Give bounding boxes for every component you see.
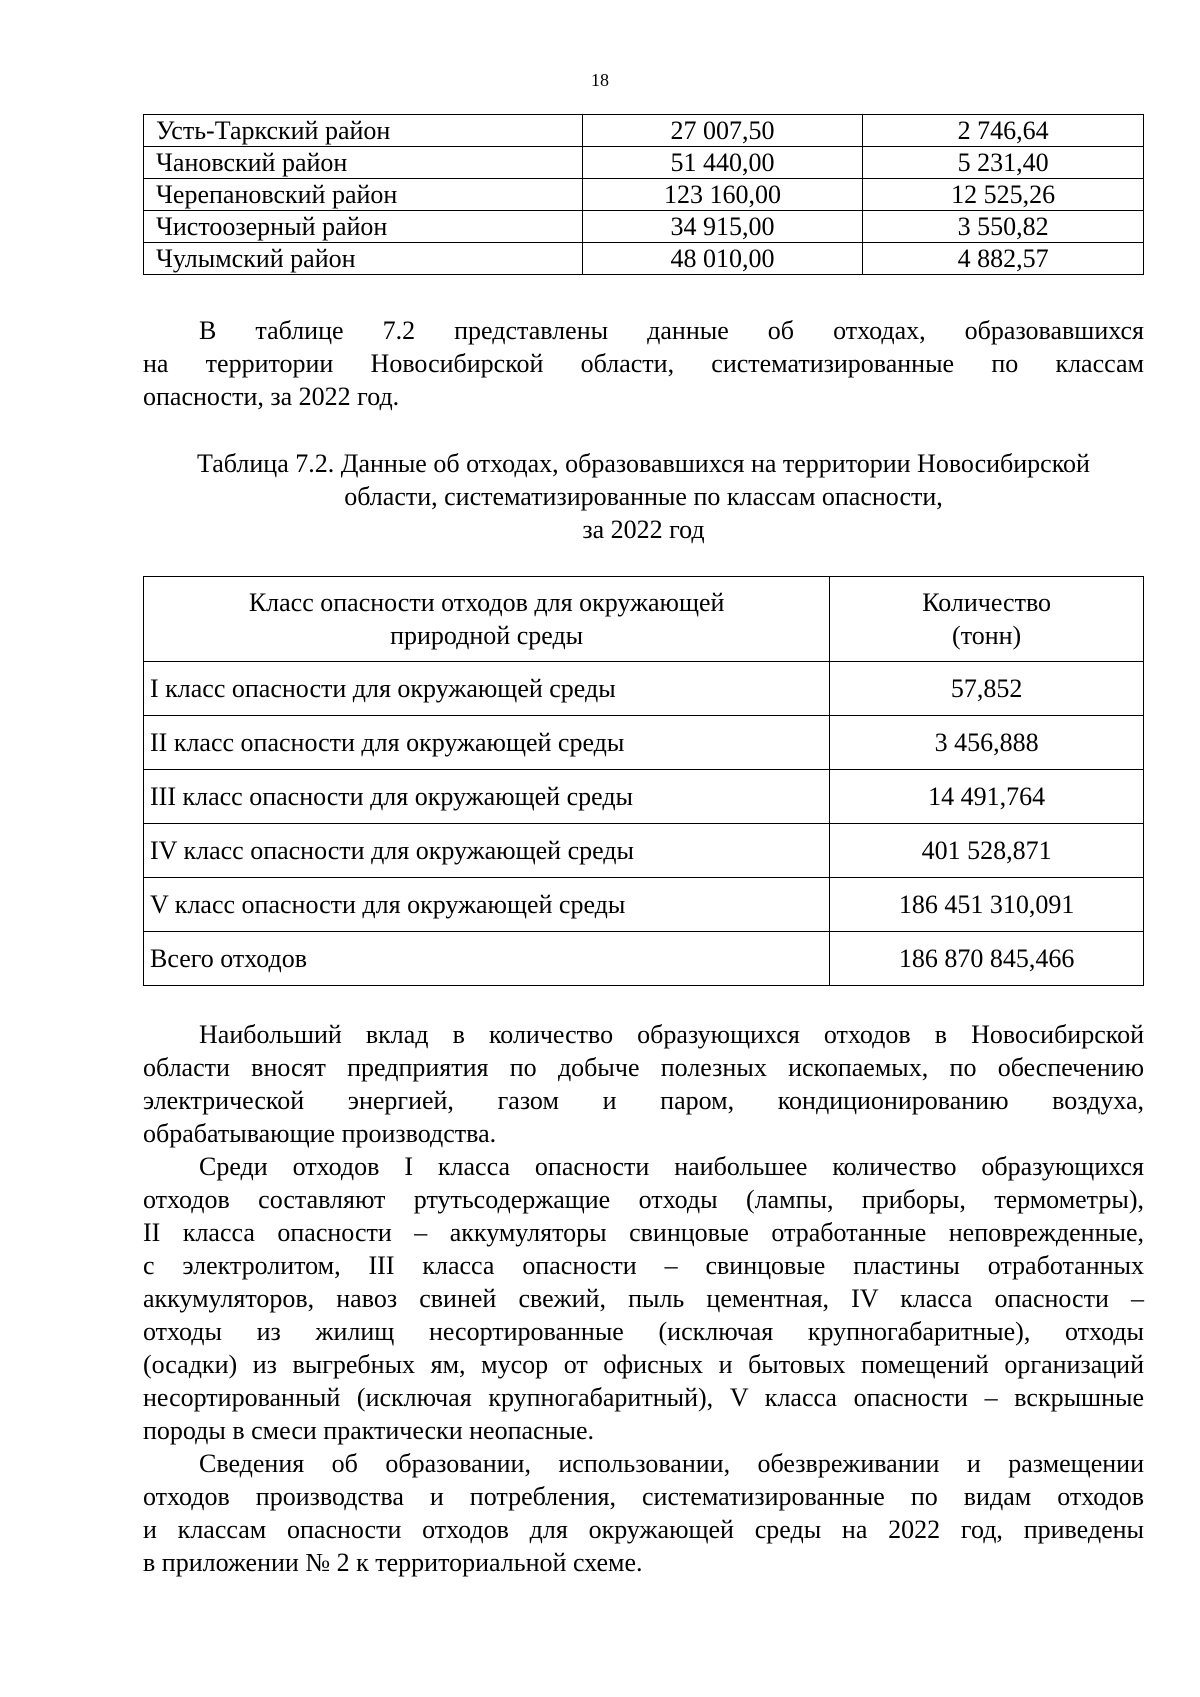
paragraph-line: (осадки) из выгребных ям, мусор от офисных и бытовых помещений организаций	[143, 1350, 1144, 1379]
paragraph-line: несортированный (исключая крупногабаритный), V класса опасности – вскрышные	[143, 1383, 1144, 1412]
paragraph-line: опасности, за 2022 год.	[143, 382, 400, 411]
paragraph-line: обрабатывающие производства.	[143, 1119, 497, 1148]
table-row	[144, 770, 1144, 824]
paragraph-line: Сведения об образовании, использовании, обезвреживании и размещении	[199, 1449, 1144, 1478]
hazard-class-table	[143, 576, 1144, 986]
paragraph-line: и классам опасности отходов для окружающей среды на 2022 год, приведены	[143, 1515, 1144, 1544]
paragraph-line: В таблице 7.2 представлены данные об отходах, образовавшихся	[199, 316, 1144, 345]
table-row	[144, 115, 1144, 147]
district-value-1: 123 160,00	[582, 179, 863, 211]
paragraph-line: отходы из жилищ несортированные (исключая крупногабаритные), отходы	[143, 1317, 1144, 1346]
paragraph-line: на территории Новосибирской области, систематизированные по классам	[143, 349, 1144, 378]
table-row	[144, 716, 1144, 770]
district-value-2: 3 550,82	[863, 211, 1144, 243]
table-row	[144, 211, 1144, 243]
district-value-1: 48 010,00	[582, 243, 863, 275]
paragraph-line: отходов производства и потребления, систематизированные по видам отходов	[143, 1482, 1144, 1511]
paragraph-intro	[143, 314, 1144, 413]
district-value-2: 5 231,40	[863, 147, 1144, 179]
hazard-class-label: III класс опасности для окружающей среды	[144, 770, 830, 824]
district-value-1: 27 007,50	[582, 115, 863, 147]
header-hazard-class	[144, 577, 830, 662]
total-quantity: 186 870 845,466	[830, 932, 1144, 986]
paragraph-line: II класса опасности – аккумуляторы свинцовые отработанные неповрежденные,	[143, 1218, 1144, 1247]
hazard-class-quantity: 3 456,888	[830, 716, 1144, 770]
table-row	[144, 824, 1144, 878]
districts-table-continuation	[143, 114, 1144, 275]
hazard-class-quantity: 401 528,871	[830, 824, 1144, 878]
header-quantity	[830, 577, 1144, 662]
paragraph-line: Среди отходов I класса опасности наибольшее количество образующихся	[199, 1152, 1144, 1181]
hazard-class-quantity: 186 451 310,091	[830, 878, 1144, 932]
district-name: Черепановский район	[144, 179, 583, 211]
district-value-1: 51 440,00	[582, 147, 863, 179]
hazard-class-label: II класс опасности для окружающей среды	[144, 716, 830, 770]
district-name: Чистоозерный район	[144, 211, 583, 243]
table-row	[144, 662, 1144, 716]
table-header-row	[144, 577, 1144, 662]
header-text: Класс опасности отходов для окружающей	[248, 588, 725, 617]
header-text: природной среды	[390, 621, 584, 650]
paragraph-line: породы в смеси практически неопасные.	[143, 1416, 595, 1445]
district-name: Усть-Таркский район	[144, 115, 583, 147]
total-label: Всего отходов	[144, 932, 830, 986]
caption-line: за 2022 год	[582, 515, 705, 544]
hazard-class-quantity: 14 491,764	[830, 770, 1144, 824]
paragraph-line: Наибольший вклад в количество образующихся отходов в Новосибирской	[199, 1020, 1144, 1049]
paragraph-line: с электролитом, III класса опасности – свинцовые пластины отработанных	[143, 1251, 1144, 1280]
caption-line: области, систематизированные по классам опасности,	[344, 482, 943, 511]
paragraph-line: отходов составляют ртутьсодержащие отходы (лампы, приборы, термометры),	[143, 1185, 1144, 1214]
hazard-class-quantity: 57,852	[830, 662, 1144, 716]
caption-line: Таблица 7.2. Данные об отходах, образовавшихся на территории Новосибирской	[197, 449, 1090, 478]
paragraph-line: в приложении № 2 к территориальной схеме.	[143, 1548, 643, 1577]
hazard-class-label: I класс опасности для окружающей среды	[144, 662, 830, 716]
table-row-total	[144, 932, 1144, 986]
district-value-2: 2 746,64	[863, 115, 1144, 147]
table-row	[144, 147, 1144, 179]
header-text: (тонн)	[952, 621, 1022, 650]
district-value-2: 4 882,57	[863, 243, 1144, 275]
district-value-2: 12 525,26	[863, 179, 1144, 211]
paragraph-contributors	[143, 1018, 1144, 1579]
district-name: Чановский район	[144, 147, 583, 179]
district-value-1: 34 915,00	[582, 211, 863, 243]
header-text: Количество	[922, 588, 1052, 617]
page-number: 18	[591, 70, 609, 90]
paragraph-line: области вносят предприятия по добыче полезных ископаемых, по обеспечению	[143, 1053, 1144, 1082]
hazard-class-label: IV класс опасности для окружающей среды	[144, 824, 830, 878]
paragraph-line: электрической энергией, газом и паром, кондиционированию воздуха,	[143, 1086, 1144, 1115]
district-name: Чулымский район	[144, 243, 583, 275]
table-row	[144, 243, 1144, 275]
table-caption	[143, 447, 1144, 546]
table-row	[144, 179, 1144, 211]
table-row	[144, 878, 1144, 932]
hazard-class-label: V класс опасности для окружающей среды	[144, 878, 830, 932]
paragraph-line: аккумуляторов, навоз свиней свежий, пыль цементная, IV класса опасности –	[143, 1284, 1144, 1313]
